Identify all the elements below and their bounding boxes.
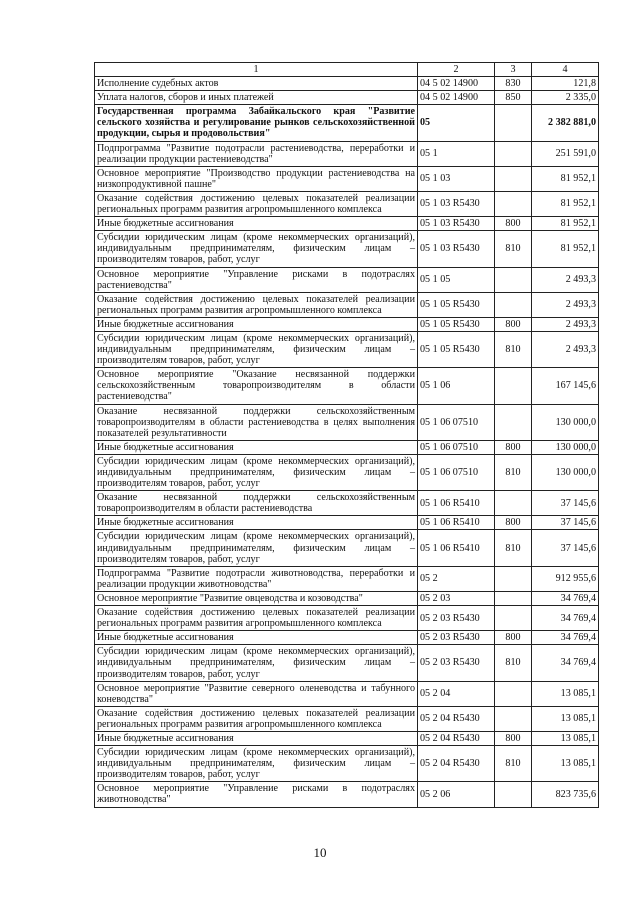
table-row <box>95 645 599 681</box>
row-code-cell: 05 2 04 R5430 <box>418 731 495 745</box>
row-sum-cell: 81 952,1 <box>532 231 599 267</box>
row-name-cell: Субсидии юридическим лицам (кроме некоммерческих организаций), индивидуальным предпринимателям, физическим лицам – производителям товаров, работ, услуг <box>95 331 418 367</box>
row-name-cell: Государственная программа Забайкальского края "Развитие сельского хозяйства и регулирование рынков сельскохозяйственной продукции, сырья и продовольствия" <box>95 105 418 141</box>
table-row <box>95 746 599 782</box>
row-sum-cell: 34 769,4 <box>532 606 599 631</box>
table-header <box>95 63 599 77</box>
page-number: 10 <box>313 845 327 860</box>
row-code-cell: 05 1 05 R5430 <box>418 317 495 331</box>
row-sum-cell: 37 145,6 <box>532 516 599 530</box>
row-name-cell: Основное мероприятие "Развитие северного оленеводства и табунного коневодства" <box>95 681 418 706</box>
table-row <box>95 368 599 404</box>
row-code-cell: 05 1 06 R5410 <box>418 491 495 516</box>
table-row <box>95 681 599 706</box>
row-name-cell: Иные бюджетные ассигнования <box>95 631 418 645</box>
row-code-cell: 05 2 04 R5430 <box>418 746 495 782</box>
row-expense-type-cell: 810 <box>495 645 532 681</box>
table-row <box>95 267 599 292</box>
row-sum-cell: 121,8 <box>532 77 599 91</box>
row-expense-type-cell <box>495 404 532 440</box>
table-row <box>95 317 599 331</box>
row-code-cell: 05 1 05 <box>418 267 495 292</box>
row-expense-type-cell: 800 <box>495 731 532 745</box>
row-name-cell: Субсидии юридическим лицам (кроме некоммерческих организаций), индивидуальным предпринимателям, физическим лицам – производителям товаров, работ, услуг <box>95 746 418 782</box>
row-sum-cell: 823 735,6 <box>532 782 599 807</box>
row-code-cell: 05 <box>418 105 495 141</box>
row-code-cell: 05 2 03 R5430 <box>418 645 495 681</box>
header-col-3: 3 <box>495 63 532 77</box>
row-sum-cell: 34 769,4 <box>532 645 599 681</box>
row-code-cell: 05 1 06 07510 <box>418 454 495 490</box>
row-code-cell: 05 2 03 <box>418 591 495 605</box>
row-expense-type-cell: 800 <box>495 440 532 454</box>
table-row <box>95 631 599 645</box>
table-row <box>95 141 599 166</box>
budget-table <box>94 62 599 808</box>
row-code-cell: 05 2 <box>418 566 495 591</box>
row-name-cell: Оказание содействия достижению целевых показателей реализации региональных программ развития агропромышленного комплекса <box>95 292 418 317</box>
row-name-cell: Субсидии юридическим лицам (кроме некоммерческих организаций), индивидуальным предпринимателям, физическим лицам – производителям товаров, работ, услуг <box>95 231 418 267</box>
row-code-cell: 05 1 06 R5410 <box>418 530 495 566</box>
row-code-cell: 05 2 06 <box>418 782 495 807</box>
row-sum-cell: 130 000,0 <box>532 404 599 440</box>
row-expense-type-cell: 800 <box>495 317 532 331</box>
row-code-cell: 05 1 03 R5430 <box>418 231 495 267</box>
table-row <box>95 706 599 731</box>
row-expense-type-cell: 800 <box>495 631 532 645</box>
row-name-cell: Оказание содействия достижению целевых показателей реализации региональных программ развития агропромышленного комплекса <box>95 191 418 216</box>
row-sum-cell: 912 955,6 <box>532 566 599 591</box>
row-name-cell: Уплата налогов, сборов и иных платежей <box>95 91 418 105</box>
row-name-cell: Оказание несвязанной поддержки сельскохозяйственным товаропроизводителям в области растениеводства в целях выполнения показателей результативности <box>95 404 418 440</box>
row-expense-type-cell <box>495 782 532 807</box>
row-sum-cell: 37 145,6 <box>532 530 599 566</box>
table-row <box>95 91 599 105</box>
row-sum-cell: 2 382 881,0 <box>532 105 599 141</box>
row-sum-cell: 13 085,1 <box>532 681 599 706</box>
table-row <box>95 292 599 317</box>
row-name-cell: Иные бюджетные ассигнования <box>95 217 418 231</box>
row-name-cell: Подпрограмма "Развитие подотрасли растениеводства, переработки и реализации продукции растениеводства" <box>95 141 418 166</box>
table-row <box>95 105 599 141</box>
header-col-4: 4 <box>532 63 599 77</box>
row-expense-type-cell <box>495 566 532 591</box>
row-code-cell: 04 5 02 14900 <box>418 77 495 91</box>
row-name-cell: Иные бюджетные ассигнования <box>95 440 418 454</box>
row-expense-type-cell <box>495 491 532 516</box>
table-row <box>95 166 599 191</box>
row-expense-type-cell: 810 <box>495 331 532 367</box>
row-expense-type-cell: 810 <box>495 530 532 566</box>
table-row <box>95 440 599 454</box>
row-sum-cell: 2 493,3 <box>532 292 599 317</box>
row-expense-type-cell <box>495 166 532 191</box>
row-sum-cell: 130 000,0 <box>532 454 599 490</box>
row-code-cell: 05 1 05 R5430 <box>418 292 495 317</box>
row-name-cell: Субсидии юридическим лицам (кроме некоммерческих организаций), индивидуальным предпринимателям, физическим лицам – производителям товаров, работ, услуг <box>95 645 418 681</box>
row-name-cell: Субсидии юридическим лицам (кроме некоммерческих организаций), индивидуальным предпринимателям, физическим лицам – производителям товаров, работ, услуг <box>95 454 418 490</box>
header-col-2: 2 <box>418 63 495 77</box>
row-sum-cell: 37 145,6 <box>532 491 599 516</box>
table-row <box>95 516 599 530</box>
table-row <box>95 454 599 490</box>
row-name-cell: Оказание содействия достижению целевых показателей реализации региональных программ развития агропромышленного комплекса <box>95 706 418 731</box>
row-sum-cell: 251 591,0 <box>532 141 599 166</box>
row-sum-cell: 13 085,1 <box>532 746 599 782</box>
row-sum-cell: 167 145,6 <box>532 368 599 404</box>
row-sum-cell: 13 085,1 <box>532 731 599 745</box>
table-row <box>95 782 599 807</box>
row-sum-cell: 2 493,3 <box>532 267 599 292</box>
header-col-1: 1 <box>95 63 418 77</box>
row-sum-cell: 81 952,1 <box>532 191 599 216</box>
table-row <box>95 566 599 591</box>
row-code-cell: 05 1 06 07510 <box>418 404 495 440</box>
row-name-cell: Основное мероприятие "Производство продукции растениеводства на низкопродуктивной пашне" <box>95 166 418 191</box>
table-row <box>95 231 599 267</box>
row-name-cell: Основное мероприятие "Управление рисками в подотраслях растениеводства" <box>95 267 418 292</box>
row-name-cell: Основное мероприятие "Управление рисками в подотраслях животноводства" <box>95 782 418 807</box>
row-sum-cell: 34 769,4 <box>532 591 599 605</box>
table-row <box>95 77 599 91</box>
row-expense-type-cell: 800 <box>495 217 532 231</box>
row-name-cell: Оказание несвязанной поддержки сельскохозяйственным товаропроизводителям в области растениеводства <box>95 491 418 516</box>
table-row <box>95 331 599 367</box>
row-expense-type-cell <box>495 591 532 605</box>
row-code-cell: 05 1 06 07510 <box>418 440 495 454</box>
row-name-cell: Иные бюджетные ассигнования <box>95 317 418 331</box>
row-code-cell: 05 1 03 <box>418 166 495 191</box>
row-name-cell: Исполнение судебных актов <box>95 77 418 91</box>
row-code-cell: 05 2 03 R5430 <box>418 631 495 645</box>
row-name-cell: Основное мероприятие "Развитие овцеводства и козоводства" <box>95 591 418 605</box>
row-sum-cell: 2 493,3 <box>532 331 599 367</box>
table-row <box>95 606 599 631</box>
table-row <box>95 530 599 566</box>
table-row <box>95 217 599 231</box>
row-code-cell: 05 1 06 R5410 <box>418 516 495 530</box>
row-expense-type-cell: 810 <box>495 746 532 782</box>
row-name-cell: Основное мероприятие "Оказание несвязанной поддержки сельскохозяйственным товаропроизводителям в области растениеводства" <box>95 368 418 404</box>
row-code-cell: 05 2 04 <box>418 681 495 706</box>
table-row <box>95 591 599 605</box>
row-code-cell: 05 1 06 <box>418 368 495 404</box>
row-expense-type-cell: 800 <box>495 516 532 530</box>
table-row <box>95 731 599 745</box>
row-sum-cell: 2 493,3 <box>532 317 599 331</box>
row-expense-type-cell <box>495 191 532 216</box>
table-row <box>95 491 599 516</box>
row-expense-type-cell <box>495 105 532 141</box>
row-sum-cell: 34 769,4 <box>532 631 599 645</box>
row-expense-type-cell: 830 <box>495 77 532 91</box>
row-sum-cell: 13 085,1 <box>532 706 599 731</box>
row-sum-cell: 130 000,0 <box>532 440 599 454</box>
table-row <box>95 191 599 216</box>
row-expense-type-cell: 810 <box>495 454 532 490</box>
row-name-cell: Подпрограмма "Развитие подотрасли животноводства, переработки и реализации продукции животноводства" <box>95 566 418 591</box>
row-code-cell: 05 1 03 R5430 <box>418 191 495 216</box>
table-body <box>95 77 599 807</box>
row-sum-cell: 81 952,1 <box>532 217 599 231</box>
row-sum-cell: 2 335,0 <box>532 91 599 105</box>
row-expense-type-cell <box>495 267 532 292</box>
row-name-cell: Оказание содействия достижению целевых показателей реализации региональных программ развития агропромышленного комплекса <box>95 606 418 631</box>
row-name-cell: Иные бюджетные ассигнования <box>95 516 418 530</box>
row-code-cell: 05 1 05 R5430 <box>418 331 495 367</box>
row-name-cell: Иные бюджетные ассигнования <box>95 731 418 745</box>
row-expense-type-cell <box>495 706 532 731</box>
row-expense-type-cell <box>495 606 532 631</box>
row-expense-type-cell: 810 <box>495 231 532 267</box>
table-row <box>95 404 599 440</box>
row-name-cell: Субсидии юридическим лицам (кроме некоммерческих организаций), индивидуальным предпринимателям, физическим лицам – производителям товаров, работ, услуг <box>95 530 418 566</box>
header-row <box>95 63 599 77</box>
row-expense-type-cell <box>495 292 532 317</box>
row-expense-type-cell <box>495 681 532 706</box>
row-code-cell: 05 1 <box>418 141 495 166</box>
row-code-cell: 04 5 02 14900 <box>418 91 495 105</box>
row-expense-type-cell <box>495 141 532 166</box>
row-code-cell: 05 2 03 R5430 <box>418 606 495 631</box>
row-code-cell: 05 2 04 R5430 <box>418 706 495 731</box>
row-sum-cell: 81 952,1 <box>532 166 599 191</box>
row-expense-type-cell: 850 <box>495 91 532 105</box>
row-expense-type-cell <box>495 368 532 404</box>
row-code-cell: 05 1 03 R5430 <box>418 217 495 231</box>
